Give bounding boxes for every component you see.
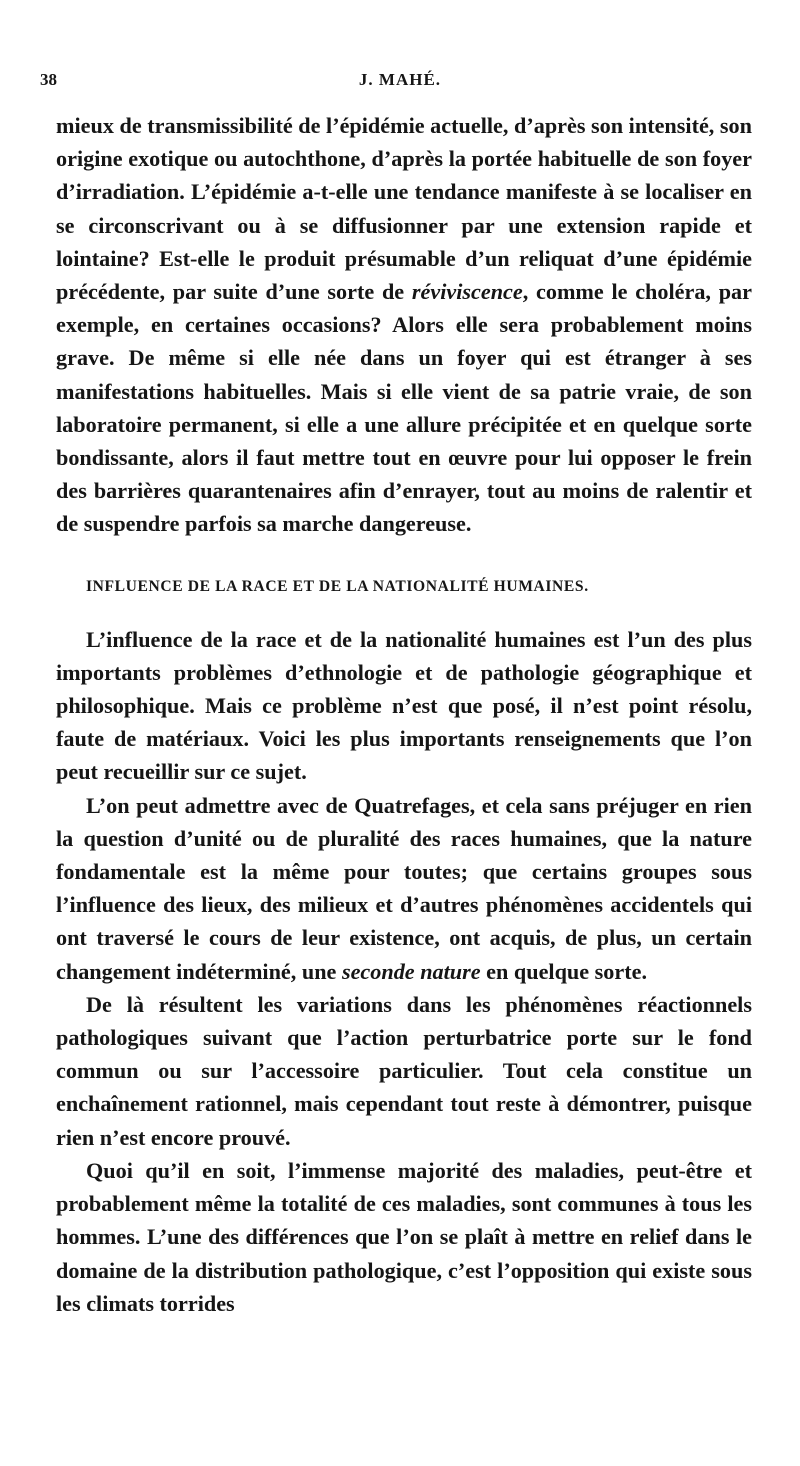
running-head — [40, 70, 760, 100]
page-number: 38 — [40, 70, 57, 89]
paragraph-3-text-end: en quelque sorte. — [480, 958, 648, 984]
paragraph-1-text-end: , comme le choléra, par exemple, en certaines occasions? Alors elle sera probablement moins grave. De même si elle née dans un foyer qui est étranger à ses manifestations habituelles. Mais si elle vient de sa patrie vraie, de son laboratoire permanent, si elle a une allure précipitée et en quelque sorte bondissante, alors il faut mettre tout en œuvre pour lui opposer le frein des barrières quarantenaires afin d’enrayer, tout au moins de ralentir et de suspendre parfois sa marche dangereuse. — [56, 279, 752, 537]
paragraph-3-emphasis: seconde nature — [341, 958, 481, 984]
paragraph-3 — [56, 789, 752, 988]
paragraph-1-emphasis: réviviscence — [411, 279, 523, 305]
paragraph-2: L’influence de la race et de la nationalité humaines est l’un des plus importants problèmes d’ethnologie et de pathologie géographique et philosophique. Mais ce problème n’est que posé, il n’est point résolu, faute de matériaux. Voici les plus importants renseignements que l’on peut recueillir sur ce sujet. — [56, 626, 752, 785]
paragraph-3-text-start: L’on peut admettre avec de Quatrefages, et cela sans préjuger en rien la question d’unité ou de pluralité des races humaines, que la nature fondamentale est la même pour toutes; que certains groupes sous l’influence des lieux, des milieux et d’autres phénomènes accidentels qui ont traversé le cours de leur existence, ont acquis, de plus, un certain changement indéterminé, une — [56, 792, 752, 984]
body-text — [56, 109, 752, 1320]
paragraph-1 — [56, 109, 752, 541]
paragraph-1-text-start: mieux de transmissibilité de l’épidémie actuelle, d’après son intensité, son origine exotique ou autochthone, d’après la portée habituelle de son foyer d’irradiation. L’épidémie a-t-elle une tendance manifeste à se localiser en se circonscrivant ou à se diffusionner par une extension rapide et lointaine? Est-elle le produit présumable d’un reliquat d’une épidémie précédente, par suite d’une sorte de — [56, 113, 752, 305]
section-heading: INFLUENCE DE LA RACE ET DE LA NATIONALITÉ HUMAINES. — [86, 577, 589, 595]
paragraph-4: De là résultent les variations dans les phénomènes réactionnels pathologiques suivant que l’action perturbatrice porte sur le fond commun ou sur l’accessoire particulier. Tout cela constitue un enchaînement rationnel, mais cependant tout reste à démontrer, puisque rien n’est encore prouvé. — [56, 991, 752, 1150]
running-title: J. MAHÉ. — [358, 70, 442, 89]
paragraph-5: Quoi qu’il en soit, l’immense majorité des maladies, peut-être et probablement même la totalité de ces maladies, sont communes à tous les hommes. L’une des différences que l’on se plaît à mettre en relief dans le domaine de la distribution pathologique, c’est l’opposition qui existe sous les climats torrides — [56, 1157, 752, 1316]
